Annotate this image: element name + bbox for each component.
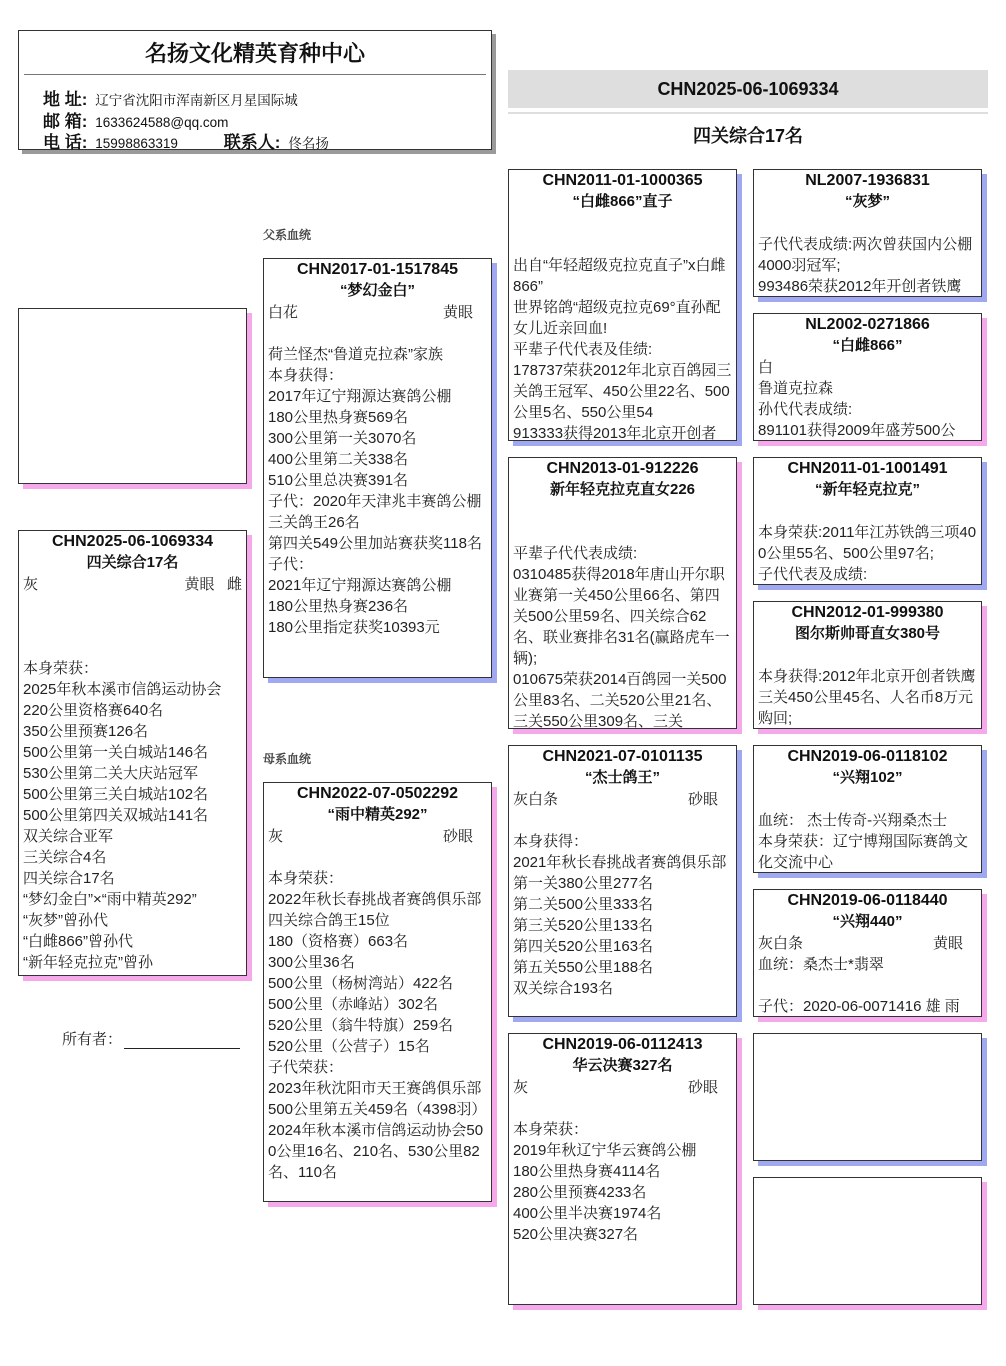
detail-line: 180公里指定获奖10393元 [268, 619, 440, 636]
pigeon-name: 华云决赛327名 [572, 1057, 673, 1074]
detail-line: 本身荣获:2011年江苏铁鸽三项400公里55名、500公里97名; [758, 524, 977, 562]
ring-number: NL2007-1936831 [805, 172, 930, 189]
sire-sire-dam-card [753, 313, 982, 441]
owner-field [62, 1028, 240, 1049]
detail-line: 三关综合4名 [23, 849, 107, 866]
card-details [509, 1119, 736, 1245]
email-label: 邮 箱: [43, 112, 88, 131]
detail-line: 2022年秋长春挑战者赛鸽俱乐部四关综合鸽王15位 [268, 891, 482, 929]
detail-line: 第四关520公里163名 [513, 938, 654, 955]
sire-sire-sire-card [753, 169, 982, 297]
detail-line: 第五关550公里188名 [513, 959, 654, 976]
phone-label: 电 话: [43, 133, 88, 152]
detail-line: 本身获得： [268, 367, 344, 384]
attributes [754, 933, 981, 954]
detail-line: 220公里资格赛640名 [23, 702, 164, 719]
ring-number: CHN2011-01-1000365 [542, 172, 703, 189]
detail-line: 2017年辽宁翔源达赛鸽公棚 [268, 388, 452, 405]
detail-line: 2021年辽宁翔源达赛鸽公棚 [268, 577, 452, 594]
dam-line-label: 母系血统 [263, 752, 312, 766]
pigeon-name: “兴翔102” [832, 769, 903, 786]
detail-line: “灰梦”曾孙代 [23, 912, 108, 929]
detail-line: 530公里第二关大庆站冠军 [23, 765, 199, 782]
owner-signature-line [124, 1032, 240, 1049]
eye-type: 黄眼 [184, 576, 215, 593]
detail-line: 世界铭鸽“超级克拉克69°直孙配女儿近亲回血! [513, 299, 721, 337]
dam-dam-sire-card [753, 1033, 982, 1161]
detail-line: 出自“年轻超级克拉克直子”x白雌866” [513, 257, 726, 295]
detail-line: 913333获得2013年北京开创者 [513, 425, 717, 441]
eye-type: 砂眼 [687, 1079, 718, 1096]
attributes [19, 574, 246, 595]
card-details [754, 522, 981, 585]
plumage-color: 灰白条 [758, 935, 804, 952]
detail-line: 500公里第三关白城站102名 [23, 786, 209, 803]
sire-dam-dam-card [753, 601, 982, 729]
detail-line: “新年轻克拉克”曾孙 [23, 954, 153, 971]
ring-divider [508, 112, 988, 114]
detail-line: 2025年秋本溪市信鸽运动协会 [23, 681, 222, 698]
detail-line: 血统：桑杰士*翡翠 [758, 956, 884, 973]
detail-line: 300公里第一关3070名 [268, 430, 417, 447]
attributes [509, 1077, 736, 1098]
card-details [509, 831, 736, 999]
detail-line: 第二关500公里333名 [513, 896, 654, 913]
ring-number: CHN2013-01-912226 [546, 460, 699, 477]
detail-line: 荷兰怪杰“鲁道克拉森”家族 [268, 346, 443, 363]
attributes [264, 826, 491, 847]
ring-number: CHN2022-07-0502292 [297, 785, 458, 802]
sire-line-label: 父系血统 [263, 228, 312, 242]
card-details [19, 658, 246, 973]
plumage-color: 灰 [23, 576, 39, 593]
detail-line: 993486荣获2012年开创者铁鹰 [758, 278, 962, 295]
detail-line: 孙代代表成绩: [758, 401, 853, 418]
ring-number: CHN2019-06-0118440 [787, 892, 948, 909]
plumage-color: 灰白条 [513, 791, 559, 808]
contact-label: 联系人: [223, 133, 281, 152]
detail-line: 平辈子代代表成绩: [513, 545, 638, 562]
detail-line: 400公里第二关338名 [268, 451, 409, 468]
detail-line: 双关综合亚军 [23, 828, 114, 845]
detail-line: 第三关520公里133名 [513, 917, 654, 934]
ring-number: CHN2021-07-0101135 [542, 748, 703, 765]
detail-line: 180（资格赛）663名 [268, 933, 409, 950]
pigeon-name: 图尔斯帅哥直女380号 [794, 625, 941, 642]
pigeon-name: “白雌866”直子 [572, 193, 673, 210]
detail-line: 第一关380公里277名 [513, 875, 654, 892]
pigeon-name: “兴翔440” [832, 913, 903, 930]
pigeon-name: “白雌866” [832, 337, 903, 354]
breeder-header [18, 30, 492, 150]
card-details [264, 344, 491, 638]
detail-line: 180公里热身赛4114名 [513, 1163, 661, 1180]
detail-line: 2024年秋本溪市信鸽运动协会500公里16名、210名、530公里82名、110名 [268, 1122, 484, 1181]
sex: 雌 [226, 576, 242, 593]
detail-line: 本身获得:2012年北京开创者铁鹰三关450公里45名、人名币8万元购回; [758, 668, 976, 727]
dam-dam-card [508, 1033, 737, 1305]
detail-line: 520公里（翁牛特旗）259名 [268, 1017, 454, 1034]
detail-line: 010675荣获2014百鸽园一关500公里83名、二关520公里21名、三关550公里309名、三关 [513, 671, 727, 729]
pigeon-name: “杰士鸽王” [584, 769, 660, 786]
phone-value: 15998863319 [95, 136, 178, 151]
phone-row [43, 128, 329, 153]
detail-line: 510公里总决赛391名 [268, 472, 409, 489]
detail-line: 平辈子代代表及佳绩: [513, 341, 653, 358]
card-details [754, 954, 981, 1017]
contact-value: 佟名扬 [288, 136, 329, 151]
detail-line: 子代：2020-06-0071416 雄 雨 [758, 998, 960, 1015]
card-details [509, 255, 736, 441]
detail-line: 2019年秋辽宁华云赛鸽公棚 [513, 1142, 697, 1159]
detail-line: 子代： [268, 556, 314, 573]
sire-dam-sire-card [753, 457, 982, 585]
address-value: 辽宁省沈阳市浑南新区月星国际城 [95, 93, 298, 108]
detail-line: 0310485获得2018年唐山开尔职业赛第一关450公里66名、第四关500公里59名、四关综合62名、联业赛排名31名(赢路虎车一辆); [513, 566, 730, 667]
detail-line: 180公里热身赛569名 [268, 409, 409, 426]
detail-line: 子代：2020年天津兆丰赛鸽公棚 [268, 493, 482, 510]
detail-line: 双关综合193名 [513, 980, 614, 997]
ring-number: CHN2025-06-1069334 [52, 533, 213, 550]
detail-line: 2021年秋长春挑战者赛鸽俱乐部 [513, 854, 727, 871]
header-divider [24, 74, 486, 75]
detail-line: 400公里半决赛1974名 [513, 1205, 662, 1222]
attributes [264, 302, 491, 323]
pigeon-name: “灰梦” [844, 193, 890, 210]
ring-number: CHN2017-01-1517845 [297, 261, 458, 278]
detail-line: 血统： 杰士传奇-兴翔桑杰士 [758, 812, 948, 829]
card-details [754, 810, 981, 873]
detail-line: 500公里（赤峰站）302名 [268, 996, 439, 1013]
detail-line: 520公里（公营子）15名 [268, 1038, 430, 1055]
detail-line: 本身获得： [513, 833, 589, 850]
detail-line: “白雌866”曾孙代 [23, 933, 134, 950]
pigeon-name: 新年轻克拉克直女226 [549, 481, 696, 498]
detail-line: 500公里（杨树湾站）422名 [268, 975, 454, 992]
card-details [754, 357, 981, 441]
detail-line: 180公里热身赛236名 [268, 598, 409, 615]
main-title: 四关综合17名 [692, 126, 804, 146]
pigeon-name: “梦幻金白” [339, 282, 415, 299]
detail-line: 本身荣获： [23, 660, 99, 677]
sire-dam-card [508, 457, 737, 729]
sire-sire-card [508, 169, 737, 441]
detail-line: 2023年秋沈阳市天王赛鸽俱乐部500公里第五关459名（4398羽） [268, 1080, 487, 1118]
detail-line: 鲁道克拉森 [758, 380, 834, 397]
breeder-name: 名扬文化精英育种中心 [144, 41, 365, 66]
card-details [509, 543, 736, 729]
pigeon-name: 四关综合17名 [86, 554, 179, 571]
main-ring-number: CHN2025-06-1069334 [508, 70, 988, 108]
detail-line: 500公里第一关白城站146名 [23, 744, 209, 761]
plumage-color: 灰 [513, 1079, 529, 1096]
detail-line: 891101获得2009年盛芳500公 [758, 422, 956, 439]
card-details [754, 666, 981, 729]
attributes [509, 789, 736, 810]
detail-line: 300公里36名 [268, 954, 355, 971]
subject-card [18, 530, 247, 976]
plumage-color: 灰 [268, 828, 284, 845]
detail-line: 子代荣获： [268, 1059, 344, 1076]
eye-type: 黄眼 [442, 304, 473, 321]
ring-number: CHN2012-01-999380 [791, 604, 944, 621]
eye-type: 砂眼 [687, 791, 718, 808]
detail-line: 四关综合17名 [23, 870, 115, 887]
dam-dam-dam-card [753, 1177, 982, 1305]
detail-line: 178737荣获2012年北京百鸽园三关鸽王冠军、450公里22名、500公里5名、550公里54 [513, 362, 732, 421]
ring-number: CHN2019-06-0118102 [787, 748, 948, 765]
pigeon-name: “雨中精英292” [327, 806, 428, 823]
detail-line: 350公里预赛126名 [23, 723, 149, 740]
dam-sire-dam-card [753, 889, 982, 1017]
card-details [754, 234, 981, 297]
eye-type: 砂眼 [442, 828, 473, 845]
dam-card [263, 782, 492, 1202]
detail-line: 三关鸽王26名 [268, 514, 360, 531]
detail-line: 本身荣获： [268, 870, 344, 887]
detail-line: 本身荣获： [513, 1121, 589, 1138]
ring-number: CHN2011-01-1001491 [787, 460, 948, 477]
detail-line: 第四关549公里加站赛获奖118名 [268, 535, 482, 552]
dam-sire-sire-card [753, 745, 982, 873]
eye-type: 黄眼 [932, 935, 963, 952]
detail-line: 白 [758, 359, 774, 376]
detail-line: 280公里预赛4233名 [513, 1184, 647, 1201]
sire-card [263, 258, 492, 678]
email-value: 1633624588@qq.com [95, 115, 229, 130]
pigeon-name: “新年轻克拉克” [814, 481, 920, 498]
owner-label: 所有者： [62, 1031, 123, 1048]
detail-line: 520公里决赛327名 [513, 1226, 639, 1243]
card-details [264, 868, 491, 1183]
detail-line: 本身荣获：辽宁博翔国际赛鸽文化交流中心 [758, 833, 969, 871]
photo-box [18, 308, 247, 484]
address-label: 地 址: [43, 90, 88, 109]
detail-line: 子代代表及成绩: [758, 566, 868, 583]
ring-number: NL2002-0271866 [805, 316, 930, 333]
dam-sire-card [508, 745, 737, 1017]
ring-number: CHN2019-06-0112413 [542, 1036, 703, 1053]
detail-line: 500公里第四关双城站141名 [23, 807, 209, 824]
detail-line: 子代代表成绩:两次曾获国内公棚4000羽冠军; [758, 236, 973, 274]
plumage-color: 白花 [268, 304, 299, 321]
detail-line: “梦幻金白”×“雨中精英292” [23, 891, 197, 908]
